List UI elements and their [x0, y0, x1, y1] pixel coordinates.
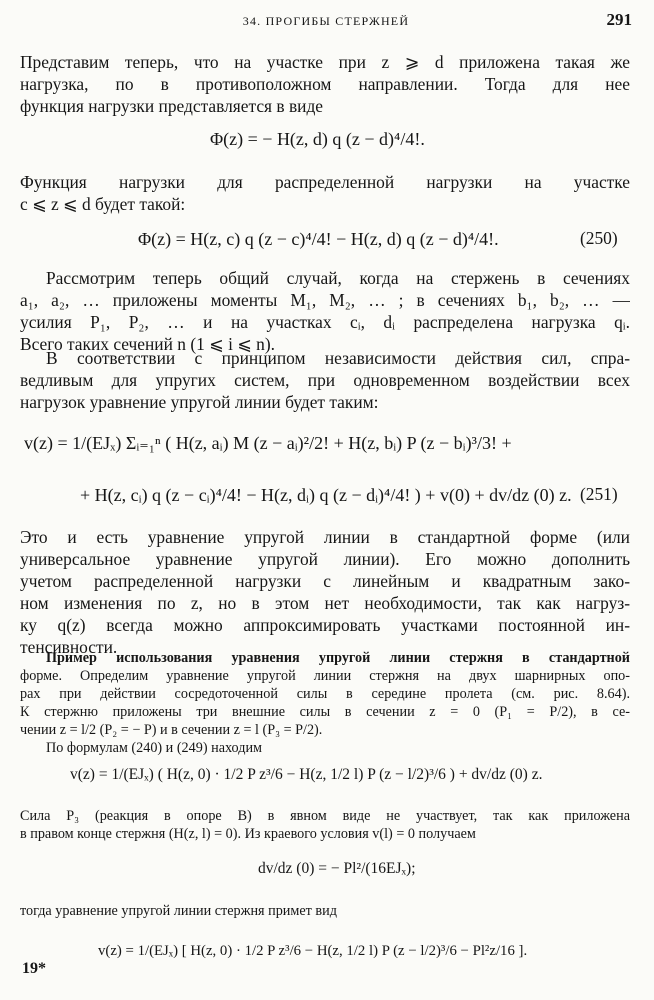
paragraph-5-line-4: ном изменения по z, но в этом нет необходимости, так как нагруз-	[20, 593, 630, 613]
paragraph-3-line-4: Всего таких сечений n (1 ⩽ i ⩽ n).	[20, 334, 276, 354]
paragraph-3-line-2: a₁, a₂, … приложены моменты M₁, M₂, … ; в сечениях b₁, b₂, … —	[20, 290, 630, 310]
paragraph-5-line-3: учетом распределенной нагрузки с линейным и квадратным зако-	[20, 571, 630, 591]
paragraph-5-line-6: тенсивности.	[20, 637, 118, 657]
paragraph-1-line-3: функция нагрузки представляется в виде	[20, 96, 324, 116]
example-equation-c: v(z) = 1/(EJₓ) [ H(z, 0) · 1/2 P z³/6 − H(z, 1/2 l) P (z − l/2)³/6 − Pl²z/16 ].	[98, 943, 528, 959]
paragraph-4-line-2: ведливым для упругих систем, при одновременном воздействии всех	[20, 370, 630, 390]
paragraph-5-line-2: универсальное уравнение упругой линии). Его можно дополнить	[20, 549, 630, 569]
page-number: 291	[606, 10, 632, 29]
paragraph-1-line-1: Представим теперь, что на участке при z ⩾ d приложена такая же	[20, 52, 630, 72]
paragraph-3-line-1: Рассмотрим теперь общий случай, когда на стержень в сечениях	[46, 268, 630, 288]
paragraph-4-line-3: нагрузок уравнение упругой линии будет таким:	[20, 392, 379, 412]
equation-phi-d: Φ(z) = − H(z, d) q (z − d)⁴/4!.	[210, 129, 425, 149]
paragraph-2-line-2: c ⩽ z ⩽ d будет такой:	[20, 194, 186, 214]
running-head: 34. ПРОГИБЫ СТЕРЖНЕЙ	[242, 14, 410, 28]
paragraph-4-line-1: В соответствии с принципом независимости действия сил, спра-	[46, 348, 630, 368]
page-header	[20, 10, 632, 32]
equation-250-label: (250)	[580, 228, 618, 248]
example-title: Пример использования уравнения упругой линии стержня в стандартной	[46, 650, 630, 666]
example-after-line-1: Сила P₃ (реакция в опоре B) в явном виде не участвует, так как приложена	[20, 808, 630, 824]
paragraph-5-line-1: Это и есть уравнение упругой линии в стандартной форме (или	[20, 527, 630, 547]
paragraph-5-line-5: ку q(z) всегда можно аппроксимировать участками постоянной ин-	[20, 615, 630, 635]
example-equation-a: v(z) = 1/(EJₓ) ( H(z, 0) · 1/2 P z³/6 − H(z, 1/2 l) P (z − l/2)³/6 ) + dv/dz (0) z.	[70, 766, 543, 783]
equation-251-label: (251)	[580, 484, 618, 504]
example-line-2: рах при действии сосредоточенной силы в середине пролета (см. рис. 8.64).	[20, 686, 630, 702]
example-formulas-line: По формулам (240) и (249) находим	[46, 740, 263, 756]
example-line-4: чении z = l/2 (P₂ = − P) и в сечении z = l (P₃ = P/2).	[20, 722, 323, 738]
equation-251-line-2: + H(z, cᵢ) q (z − cᵢ)⁴/4! − H(z, dᵢ) q (z − dᵢ)⁴/4! ) + v(0) + dv/dz (0) z.	[80, 485, 572, 505]
equation-251-line-1: v(z) = 1/(EJₓ) Σᵢ₌₁ⁿ ( H(z, aᵢ) M (z − aᵢ)²/2! + H(z, bᵢ) P (z − bᵢ)³/3! +	[24, 433, 512, 453]
example-equation-b: dv/dz (0) = − Pl²/(16EJₓ);	[258, 860, 416, 877]
equation-250: Φ(z) = H(z, c) q (z − c)⁴/4! − H(z, d) q (z − d)⁴/4!.	[138, 229, 499, 249]
example-then-line: тогда уравнение упругой линии стержня примет вид	[20, 903, 337, 919]
signature-mark: 19*	[22, 960, 46, 977]
example-after-line-2: в правом конце стержня (H(z, l) = 0). Из краевого условия v(l) = 0 получаем	[20, 826, 476, 842]
paragraph-2-line-1: Функция нагрузки для распределенной нагрузки на участке	[20, 172, 630, 192]
paragraph-3-line-3: усилия P₁, P₂, … и на участках cᵢ, dᵢ распределена нагрузка qᵢ.	[20, 312, 630, 332]
example-line-3: К стержню приложены три внешние силы в сечении z = 0 (P₁ = P/2), в се-	[20, 704, 630, 720]
paragraph-1-line-2: нагрузка, по в противоположном направлении. Тогда для нее	[20, 74, 630, 94]
example-line-1: форме. Определим уравнение упругой линии стержня на двух шарнирных опо-	[20, 668, 630, 684]
